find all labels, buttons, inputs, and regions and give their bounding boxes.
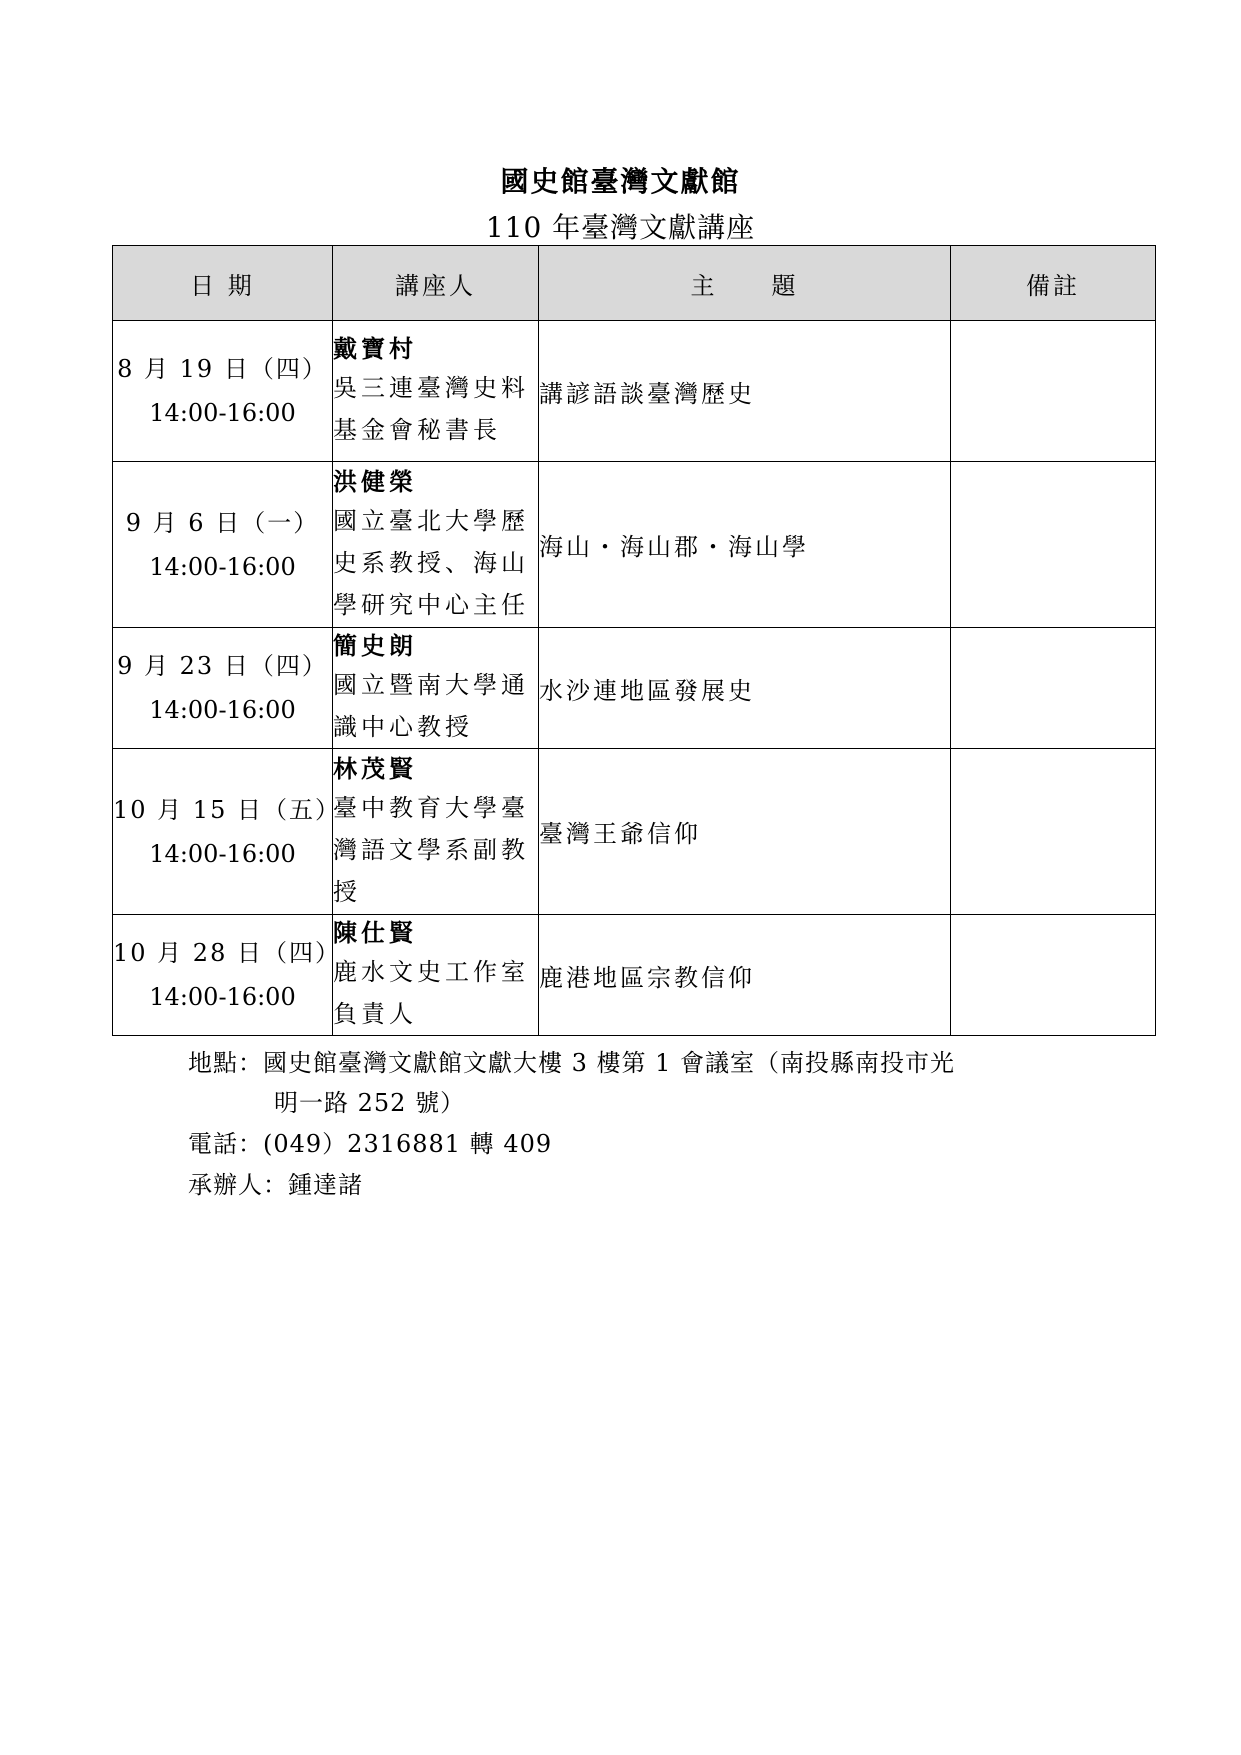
- speaker-cell: [333, 628, 539, 749]
- speaker-name: 洪健榮: [333, 466, 417, 496]
- date-cell: [113, 749, 341, 915]
- page-subtitle: 110 年臺灣文獻講座: [485, 211, 756, 244]
- speaker-title: 鹿水文史工作室負責人: [333, 958, 529, 1028]
- time-text: 14:00-16:00: [149, 983, 296, 1011]
- table-row: [113, 749, 1156, 915]
- speaker-title: 國立臺北大學歷史系教授、海山學研究中心主任: [333, 506, 529, 619]
- date-text: 9 月 23 日（四）: [117, 652, 328, 680]
- location-text: 地點：國史館臺灣文獻館文獻大樓 3 樓第 1 會議室（南投縣南投市光: [188, 1049, 956, 1077]
- topic-cell: 水沙連地區發展史: [539, 628, 951, 749]
- note-cell: [951, 749, 1156, 915]
- table-row: [113, 628, 1156, 749]
- time-text: 14:00-16:00: [149, 552, 296, 581]
- table-row: [113, 462, 1156, 628]
- date-text: 8 月 19 日（四）: [117, 355, 328, 383]
- table-header-row: [113, 246, 1156, 321]
- topic-cell: 鹿港地區宗教信仰: [539, 915, 951, 1036]
- speaker-title: 國立暨南大學通識中心教授: [333, 671, 529, 741]
- note-cell: [951, 915, 1156, 1036]
- speaker-cell: [333, 749, 539, 915]
- header-speaker: 講座人: [333, 246, 539, 321]
- speaker-name: 林茂賢: [333, 753, 417, 783]
- speaker-cell: [333, 915, 539, 1036]
- time-text: 14:00-16:00: [149, 839, 296, 868]
- date-text: 10 月 28 日（四）: [113, 939, 341, 967]
- page-title: 國史館臺灣文獻館: [500, 165, 741, 198]
- date-cell: [113, 321, 333, 462]
- speaker-cell: [333, 462, 539, 628]
- header-date: 日 期: [113, 246, 333, 321]
- date-cell: [113, 915, 341, 1036]
- table-row: [113, 321, 1156, 462]
- speaker-title: 臺中教育大學臺灣語文學系副教授: [333, 793, 529, 906]
- note-cell: [951, 628, 1156, 749]
- speaker-name: 戴寶村: [333, 334, 417, 363]
- note-cell: [951, 462, 1156, 628]
- phone-text: 電話：(049）2316881 轉 409: [188, 1130, 553, 1158]
- time-text: 14:00-16:00: [149, 696, 296, 724]
- header-topic: 主 題: [539, 246, 951, 321]
- note-cell: [951, 321, 1156, 462]
- time-text: 14:00-16:00: [149, 399, 296, 427]
- speaker-cell: [333, 321, 539, 462]
- date-text: 9 月 6 日（一）: [125, 508, 320, 537]
- date-cell: [113, 462, 333, 628]
- contact-person-text: 承辦人：鍾達諸: [188, 1171, 363, 1199]
- table-row: [113, 915, 1156, 1036]
- topic-cell: 講諺語談臺灣歷史: [539, 321, 951, 462]
- speaker-name: 簡史朗: [333, 631, 417, 660]
- speaker-name: 陳仕賢: [333, 918, 417, 947]
- lecture-schedule-table: [112, 245, 1156, 1036]
- speaker-title: 吳三連臺灣史料基金會秘書長: [333, 374, 529, 444]
- topic-cell: 臺灣王爺信仰: [539, 749, 951, 915]
- topic-cell: 海山・海山郡・海山學: [539, 462, 951, 628]
- header-note: 備註: [951, 246, 1156, 321]
- location-text-continued: 明一路 252 號）: [274, 1089, 466, 1117]
- date-cell: [113, 628, 333, 749]
- date-text: 10 月 15 日（五）: [113, 795, 341, 824]
